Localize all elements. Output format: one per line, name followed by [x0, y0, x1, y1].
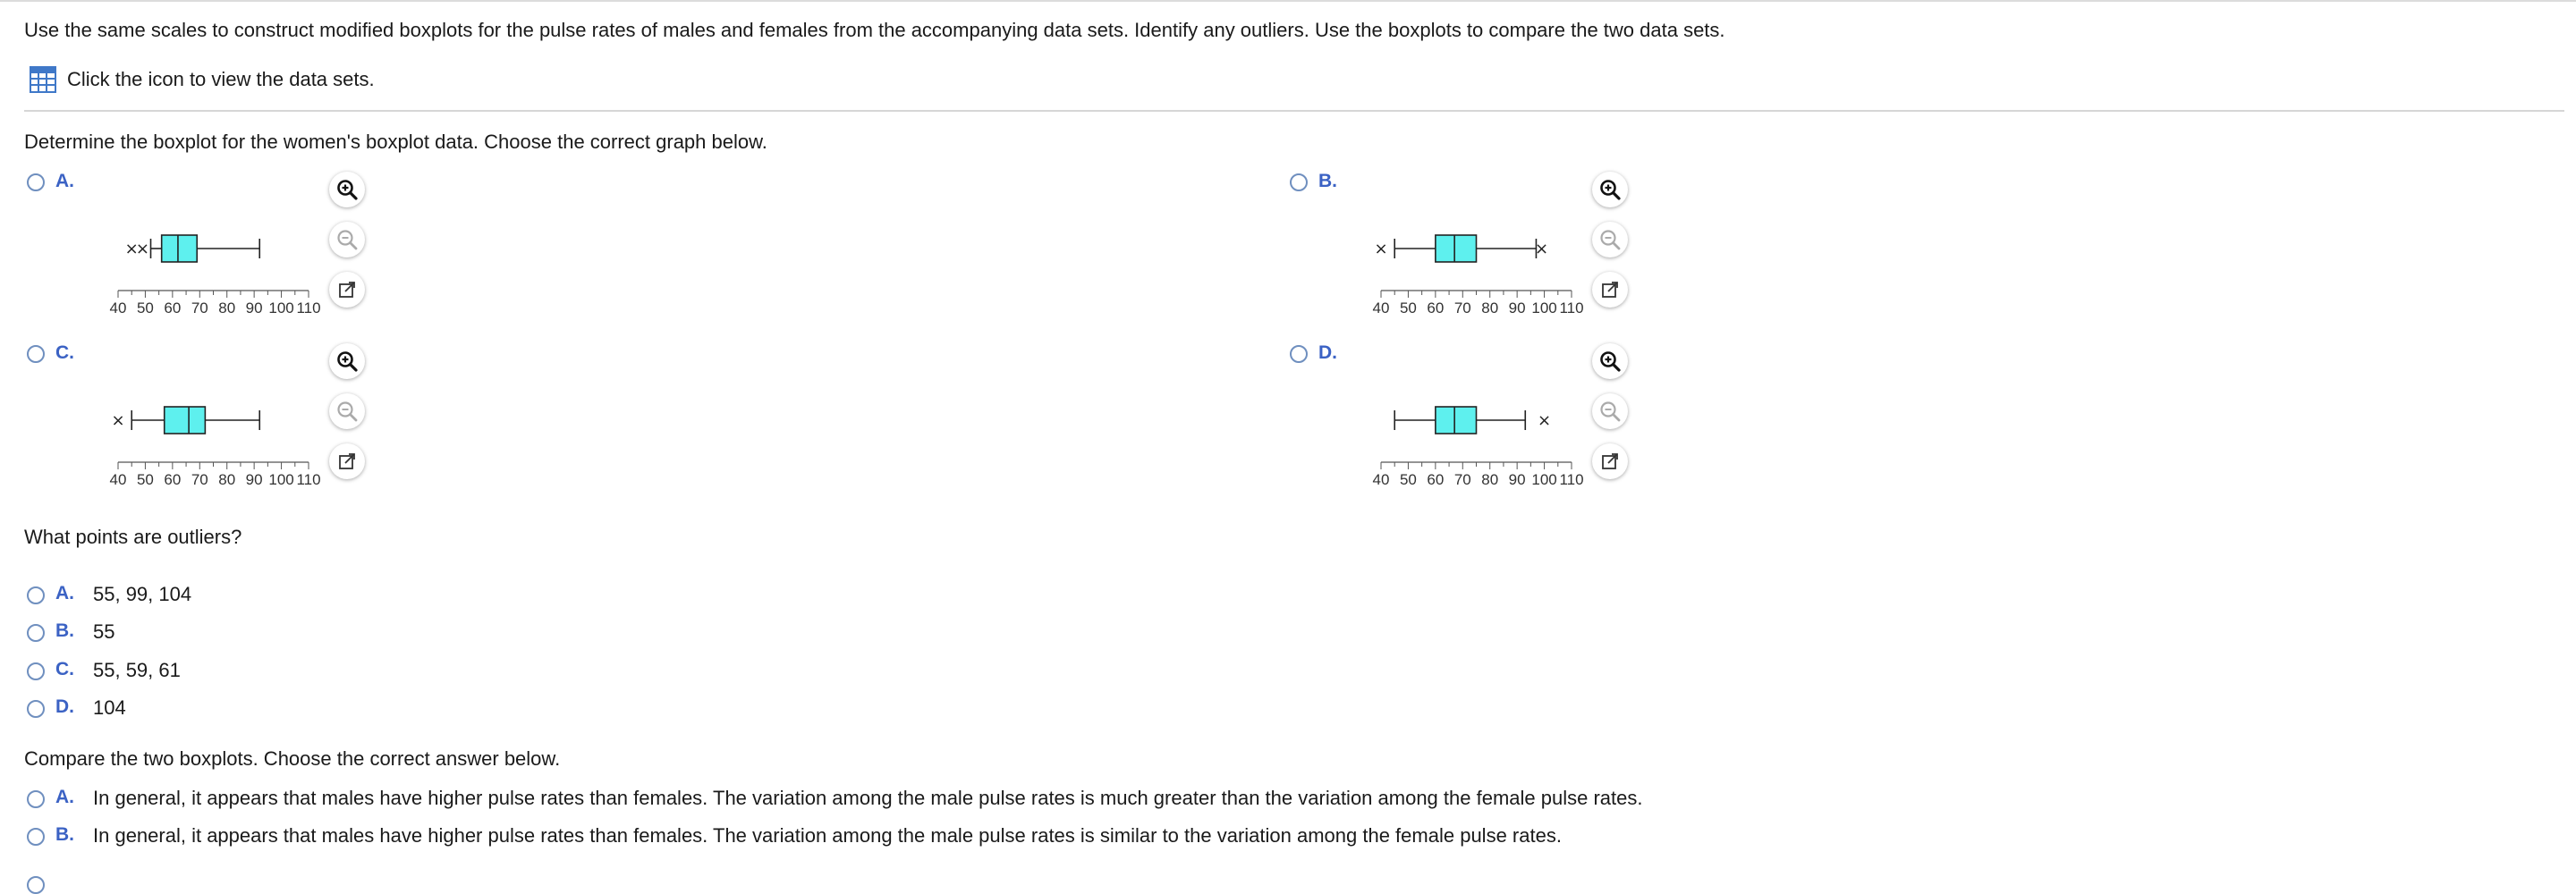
outlier-option-c-letter: C.: [55, 659, 74, 679]
external-window-icon: [1598, 278, 1622, 301]
outlier-marker: ×: [1538, 411, 1552, 430]
boxplot-option-b-graph: [1361, 179, 1701, 358]
zoom-in-button-c[interactable]: [329, 343, 365, 379]
zoom-in-button-b[interactable]: [1592, 172, 1628, 207]
outlier-option-b-text[interactable]: 55: [93, 620, 115, 643]
outlier-option-b-letter: B.: [55, 620, 74, 641]
zoom-out-icon: [1598, 400, 1622, 423]
tick-label: 70: [191, 471, 208, 488]
zoom-out-button-d[interactable]: [1592, 393, 1628, 429]
view-data-sets-link[interactable]: [30, 66, 375, 93]
zoom-in-button-a[interactable]: [329, 172, 365, 207]
compare-option-b-radio[interactable]: [27, 828, 45, 846]
part2-prompt: What points are outliers?: [24, 526, 242, 548]
tick-label: 90: [1508, 471, 1526, 488]
outlier-marker: ×: [111, 411, 125, 430]
outlier-marker: ×: [1374, 240, 1388, 258]
tick-label: 110: [296, 299, 321, 316]
outlier-option-d-text[interactable]: 104: [93, 696, 126, 719]
boxplot-option-c-graph: [98, 350, 438, 529]
view-data-sets-label: Click the icon to view the data sets.: [67, 68, 375, 90]
tick-label: 50: [1399, 471, 1417, 488]
tick-label: 70: [191, 299, 208, 316]
boxplot-option-a-letter: A.: [55, 171, 74, 191]
open-window-button-b[interactable]: [1592, 272, 1628, 308]
tick-label: 100: [1531, 471, 1557, 488]
iqr-box: [162, 235, 198, 262]
tick-label: 100: [1531, 299, 1557, 316]
top-border: [0, 0, 2576, 2]
tick-label: 70: [1453, 471, 1471, 488]
tick-label: 60: [1427, 299, 1445, 316]
outlier-marker: ×: [124, 240, 139, 258]
tick-label: 110: [1559, 299, 1584, 316]
zoom-out-button-b[interactable]: [1592, 222, 1628, 257]
iqr-box: [165, 407, 206, 434]
outlier-option-c-text[interactable]: 55, 59, 61: [93, 659, 181, 681]
open-window-button-c[interactable]: [329, 443, 365, 479]
compare-option-a-radio[interactable]: [27, 790, 45, 808]
tick-label: 90: [245, 299, 263, 316]
boxplot-option-d-letter: D.: [1318, 342, 1337, 363]
zoom-in-button-d[interactable]: [1592, 343, 1628, 379]
outlier-option-a-letter: A.: [55, 583, 74, 603]
boxplot-option-b-radio[interactable]: [1290, 173, 1308, 191]
boxplot-option-a-radio[interactable]: [27, 173, 45, 191]
outlier-option-d-letter: D.: [55, 696, 74, 717]
zoom-in-icon: [335, 178, 359, 201]
boxplot-option-c-radio[interactable]: [27, 345, 45, 363]
boxplot-option-c-letter: C.: [55, 342, 74, 363]
tick-label: 100: [268, 299, 294, 316]
iqr-box: [1436, 407, 1477, 434]
compare-option-c-radio[interactable]: [27, 876, 45, 894]
zoom-out-button-c[interactable]: [329, 393, 365, 429]
part1-prompt: Determine the boxplot for the women's boxplot data. Choose the correct graph below.: [24, 131, 767, 153]
zoom-in-icon: [1598, 350, 1622, 373]
tick-label: 110: [1559, 471, 1584, 488]
zoom-out-button-a[interactable]: [329, 222, 365, 257]
outlier-option-a-text[interactable]: 55, 99, 104: [93, 583, 192, 605]
compare-option-a-text[interactable]: In general, it appears that males have higher pulse rates than females. The variation among the male pulse rates is much greater than the variation among the female pulse rates.: [93, 787, 1643, 809]
tick-label: 50: [136, 299, 154, 316]
tick-label: 50: [136, 471, 154, 488]
outlier-option-d-radio[interactable]: [27, 700, 45, 718]
zoom-out-icon: [335, 400, 359, 423]
question-text: Use the same scales to construct modified boxplots for the pulse rates of males and females from the accompanying data sets. Identify any outliers. Use the boxplots to compare the two data sets.: [24, 19, 1725, 41]
compare-option-b-text[interactable]: In general, it appears that males have higher pulse rates than females. The variation among the male pulse rates is similar to the variation among the female pulse rates.: [93, 824, 1562, 847]
tick-label: 110: [296, 471, 321, 488]
outlier-option-a-radio[interactable]: [27, 586, 45, 604]
compare-option-b-letter: B.: [55, 824, 74, 845]
tick-label: 40: [1372, 299, 1390, 316]
open-window-button-a[interactable]: [329, 272, 365, 308]
external-window-icon: [335, 450, 359, 473]
section-divider: [24, 110, 2564, 112]
tick-label: 90: [1508, 299, 1526, 316]
table-grid-icon[interactable]: [30, 66, 56, 93]
boxplot-option-d-radio[interactable]: [1290, 345, 1308, 363]
tick-label: 60: [164, 471, 182, 488]
boxplot-option-a-graph: [98, 179, 438, 358]
outlier-option-c-radio[interactable]: [27, 662, 45, 680]
tick-label: 80: [1481, 471, 1499, 488]
outlier-marker: ×: [1534, 240, 1549, 258]
tick-label: 50: [1399, 299, 1417, 316]
zoom-in-icon: [1598, 178, 1622, 201]
tick-label: 90: [245, 471, 263, 488]
tick-label: 40: [109, 299, 127, 316]
outlier-option-b-radio[interactable]: [27, 624, 45, 642]
tick-label: 40: [1372, 471, 1390, 488]
zoom-out-icon: [335, 228, 359, 251]
tick-label: 60: [164, 299, 182, 316]
zoom-out-icon: [1598, 228, 1622, 251]
boxplot-option-b-letter: B.: [1318, 171, 1337, 191]
iqr-box: [1436, 235, 1477, 262]
compare-option-a-letter: A.: [55, 787, 74, 807]
tick-label: 40: [109, 471, 127, 488]
part3-prompt: Compare the two boxplots. Choose the correct answer below.: [24, 747, 561, 770]
tick-label: 70: [1453, 299, 1471, 316]
tick-label: 60: [1427, 471, 1445, 488]
open-window-button-d[interactable]: [1592, 443, 1628, 479]
tick-label: 100: [268, 471, 294, 488]
tick-label: 80: [218, 471, 236, 488]
tick-label: 80: [1481, 299, 1499, 316]
external-window-icon: [1598, 450, 1622, 473]
boxplot-option-d-graph: [1361, 350, 1701, 529]
tick-label: 80: [218, 299, 236, 316]
zoom-in-icon: [335, 350, 359, 373]
external-window-icon: [335, 278, 359, 301]
outlier-marker: ×: [135, 240, 149, 258]
